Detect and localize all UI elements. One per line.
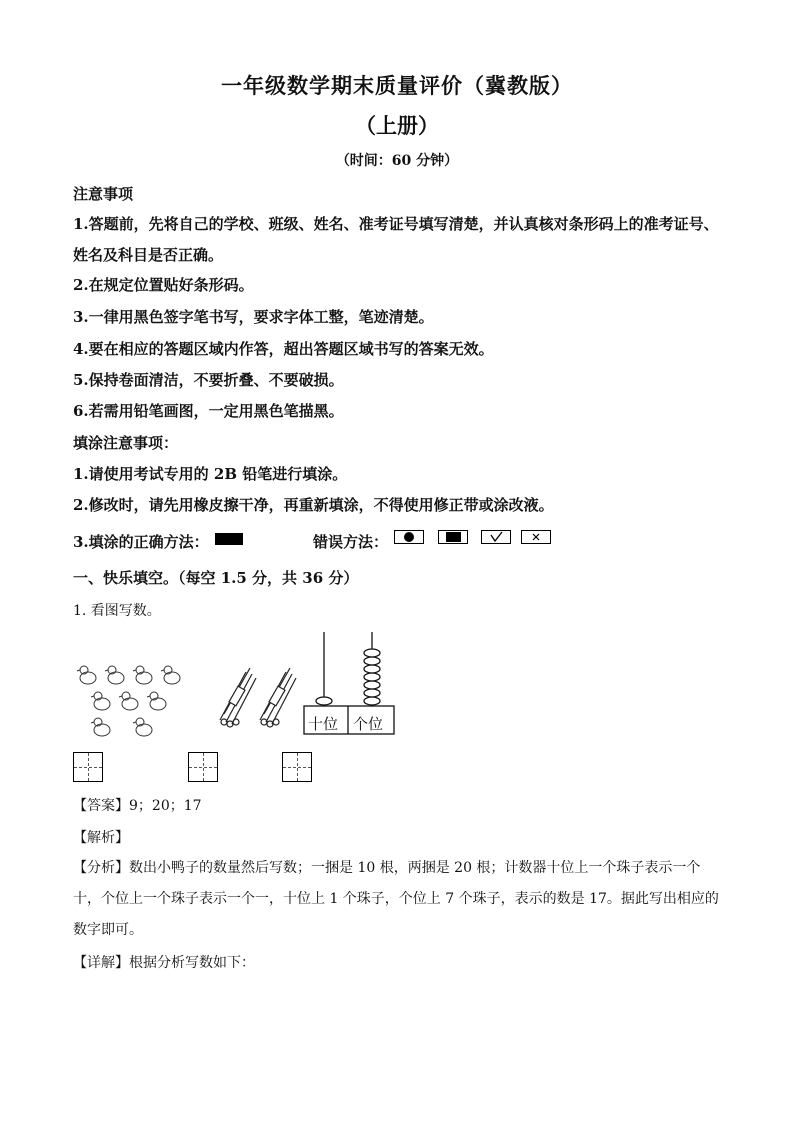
notice-heading: 注意事项 [73,185,134,203]
abacus-tens-label: 十位 [308,715,339,733]
abacus-ones-label: 个位 [353,715,384,733]
check-icon [482,531,510,543]
stick-bundles-picture [216,668,302,732]
notice-item-5: 5.保持卷面清洁，不要折叠、不要破损。 [73,371,344,389]
wrong-fill-check [481,530,511,544]
analysis-label: 【解析】 [73,830,129,846]
notice-item-4: 4.要在相应的答题区域内作答，超出答题区域书写的答案无效。 [73,340,494,358]
answer-grid-abacus[interactable] [282,752,312,782]
exam-title: 一年级数学期末质量评价（冀教版） [221,73,573,98]
notice-item-3: 3.一律用黑色签字笔书写，要求字体工整，笔迹清楚。 [73,308,434,326]
exam-subtitle: （上册） [355,113,439,138]
answer-line [73,795,202,815]
wrong-method-label: 错误方法： [313,533,389,551]
stick-bundle-icon [220,668,256,727]
exam-time: （时间：60 分钟） [335,153,459,169]
answer-grid-sticks[interactable] [188,752,218,782]
answer-label: 【答案】 [73,798,129,814]
detail-line [73,952,255,972]
cross-icon [522,531,550,543]
question-1: 1. 看图写数。 [73,603,161,619]
fill-notice-item-2: 2.修改时，请先用橡皮擦干净，再重新填涂，不得使用修正带或涂改液。 [73,496,554,514]
answer-value: 9；20；17 [129,798,202,814]
fill-notice-heading: 填涂注意事项： [73,434,179,452]
fenxi-paragraph [73,853,728,946]
correct-fill-example [215,533,243,545]
wrong-fill-cross [521,530,551,544]
notice-item-1: 1.答题前，先将自己的学校、班级、姓名、准考证号填写清楚，并认真核对条形码上的准考证号、姓名及科目是否正确。 [73,215,719,264]
notice-item-2: 2.在规定位置贴好条形码。 [73,276,254,294]
fill-notice-item-3: 3.填涂的正确方法： [73,533,209,551]
wrong-fill-circle [394,530,424,544]
fenxi-text: 数出小鸭子的数量然后写数；一捆是 10 根，两捆是 20 根；计数器十位上一个珠子表示一个十，个位上一个珠子表示一个一，十位上 1 个珠子，个位上 7 个珠子，表示的数是 17。据此写出相应的数字即可。 [73,860,719,938]
fill-notice-item-1: 1.请使用考试专用的 2B 铅笔进行填涂。 [73,465,348,483]
fenxi-label: 【分析】 [73,860,129,876]
filled-circle-icon [395,531,423,543]
answer-grid-ducks[interactable] [73,752,103,782]
section-1-heading: 一、快乐填空。（每空 1.5 分，共 36 分） [73,569,359,587]
detail-text: 根据分析写数如下： [129,955,255,971]
notice-item-6: 6.若需用铅笔画图，一定用黑色笔描黑。 [73,402,344,420]
duck-icon [77,666,96,684]
detail-label: 【详解】 [73,955,129,971]
wrong-fill-partial [438,530,468,544]
partial-fill-icon [439,531,467,543]
ducks-picture [76,662,192,740]
